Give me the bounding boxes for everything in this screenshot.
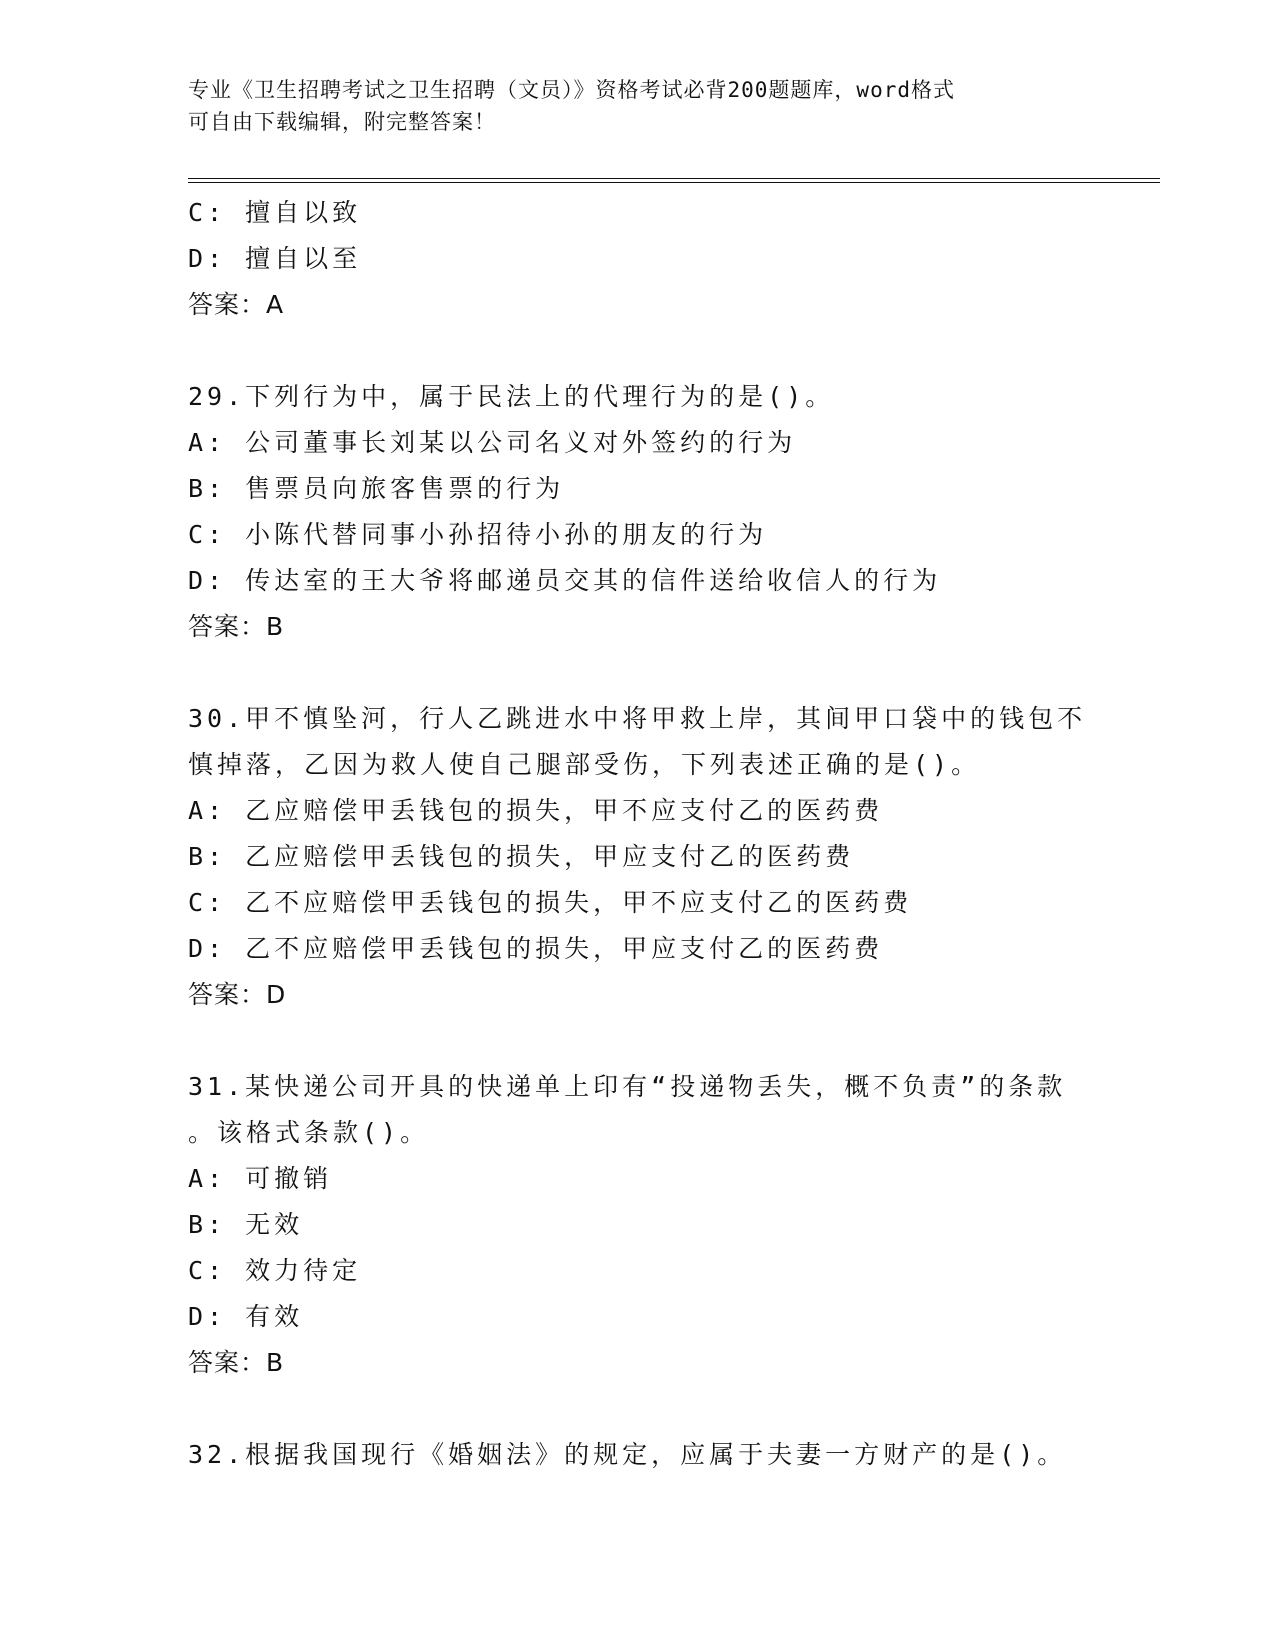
- option-c: C: 乙不应赔偿甲丢钱包的损失，甲不应支付乙的医药费: [188, 888, 913, 917]
- question-30: [188, 696, 1088, 1018]
- question-text: 31.某快递公司开具的快递单上印有“投递物丢失，概不负责”的条款: [188, 1072, 1067, 1101]
- option-b: B: 无效: [188, 1210, 304, 1239]
- header-divider-top: [188, 178, 1160, 179]
- question-text: 30.甲不慎坠河，行人乙跳进水中将甲救上岸，其间甲口袋中的钱包不: [188, 704, 1087, 733]
- question-32: [188, 1432, 1088, 1478]
- header-title-line-1: 专业《卫生招聘考试之卫生招聘（文员）》资格考试必背200题题库，word格式: [188, 78, 955, 102]
- header-divider-bottom: [188, 182, 1160, 183]
- question-text-cont: 。该格式条款()。: [188, 1118, 430, 1147]
- option-b: B: 乙应赔偿甲丢钱包的损失，甲应支付乙的医药费: [188, 842, 855, 871]
- answer-line: 答案：B: [188, 612, 285, 641]
- document-header: [188, 74, 1088, 138]
- option-d: D: 传达室的王大爷将邮递员交其的信件送给收信人的行为: [188, 566, 942, 595]
- question-text: 29.下列行为中，属于民法上的代理行为的是()。: [188, 382, 835, 411]
- option-d: D: 擅自以至: [188, 244, 362, 273]
- answer-line: 答案：B: [188, 1348, 285, 1377]
- question-text-cont: 慎掉落，乙因为救人使自己腿部受伤，下列表述正确的是()。: [188, 750, 981, 779]
- answer-line: 答案：D: [188, 980, 287, 1009]
- question-text: 32.根据我国现行《婚姻法》的规定，应属于夫妻一方财产的是()。: [188, 1440, 1067, 1469]
- option-d: D: 乙不应赔偿甲丢钱包的损失，甲应支付乙的医药费: [188, 934, 884, 963]
- option-b: B: 售票员向旅客售票的行为: [188, 474, 565, 503]
- option-a: A: 可撤销: [188, 1164, 333, 1193]
- header-title-line-2: 可自由下载编辑，附完整答案！: [188, 110, 496, 134]
- question-31: [188, 1064, 1088, 1386]
- option-c: C: 小陈代替同事小孙招待小孙的朋友的行为: [188, 520, 768, 549]
- option-a: A: 乙应赔偿甲丢钱包的损失，甲不应支付乙的医药费: [188, 796, 884, 825]
- option-c: C: 擅自以致: [188, 198, 362, 227]
- question-list: [188, 190, 1088, 1478]
- option-a: A: 公司董事长刘某以公司名义对外签约的行为: [188, 428, 797, 457]
- question-28-continuation: [188, 190, 1088, 328]
- option-d: D: 有效: [188, 1302, 304, 1331]
- answer-line: 答案：A: [188, 290, 285, 319]
- question-29: [188, 374, 1088, 650]
- option-c: C: 效力待定: [188, 1256, 362, 1285]
